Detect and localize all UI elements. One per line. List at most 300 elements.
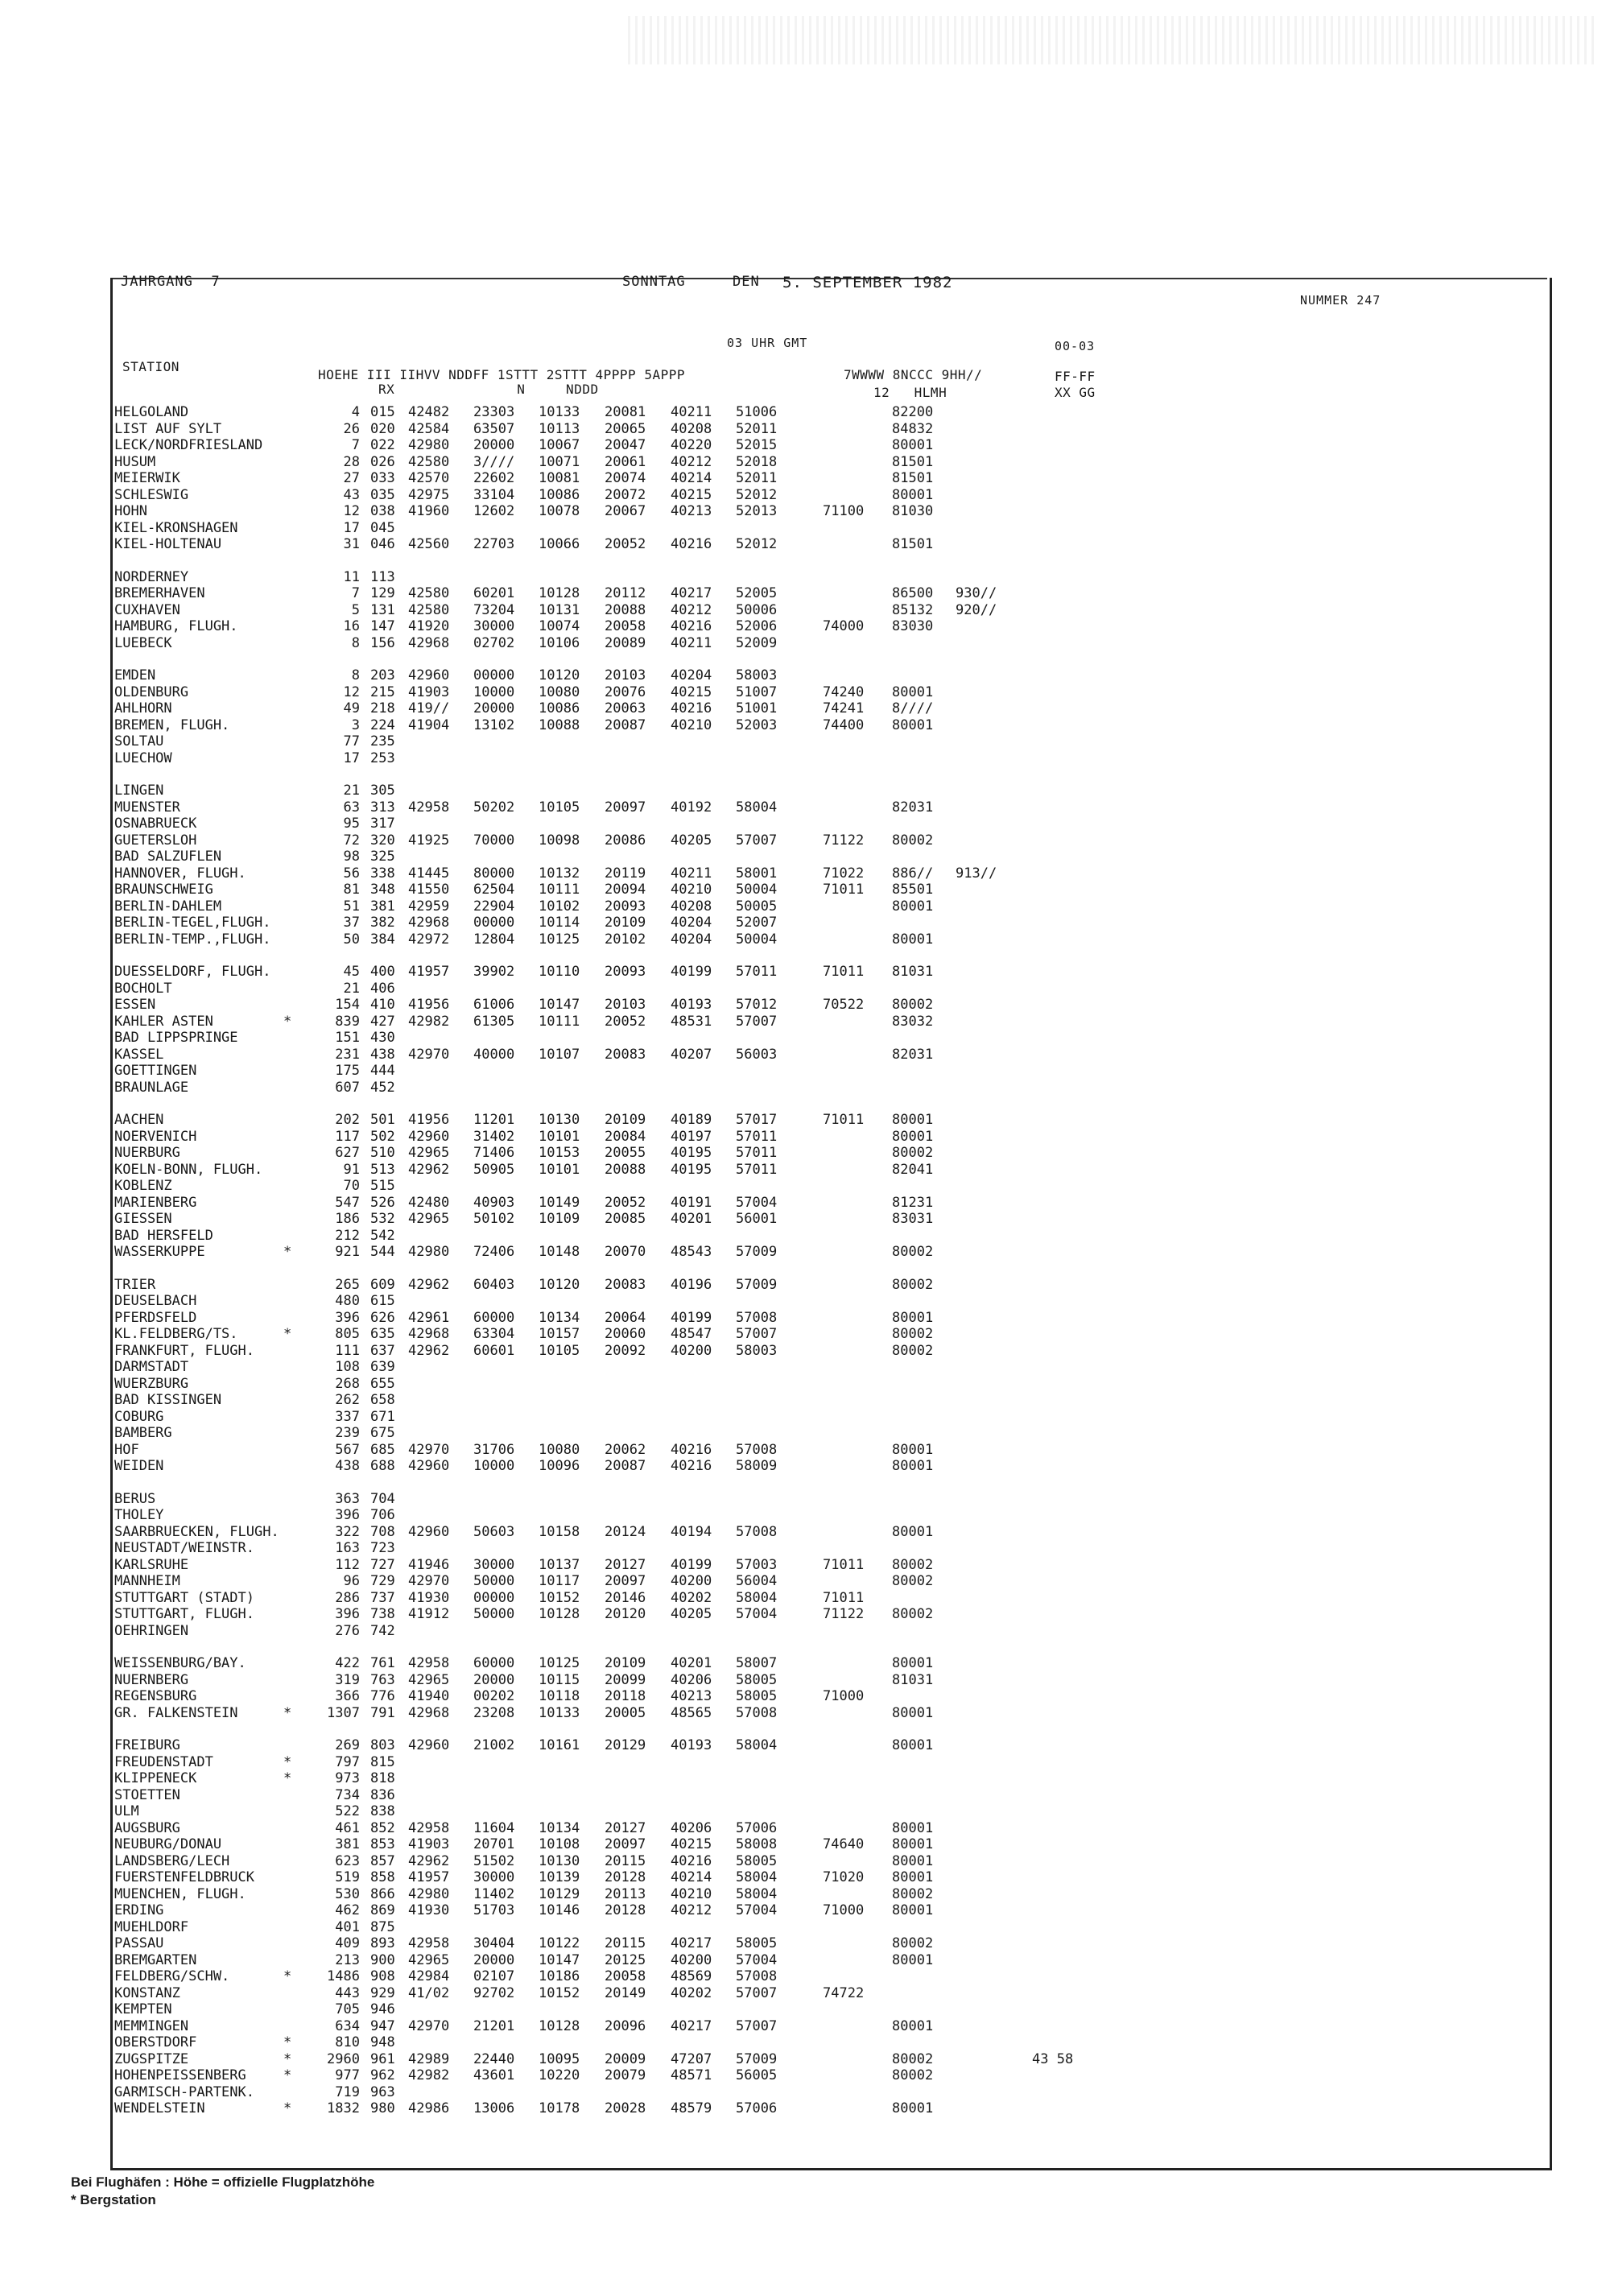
code-group: 41550 (408, 882, 450, 898)
station-altitude: 438 (335, 1458, 360, 1474)
code-group: 80001 (892, 1441, 934, 1458)
station-altitude: 1307 (327, 1704, 360, 1721)
station-altitude: 634 (335, 2017, 360, 2034)
code-group: 10161 (539, 1737, 580, 1753)
station-altitude: 401 (335, 1918, 360, 1935)
code-group: 10086 (539, 486, 580, 503)
station-id: 658 (370, 1392, 395, 1408)
station-row (114, 1886, 1539, 1903)
code-group: 40214 (671, 470, 712, 486)
code-group: 73204 (473, 601, 515, 618)
code-group: 58004 (736, 1737, 778, 1753)
code-group: 20083 (605, 1046, 646, 1063)
code-group: 10120 (539, 667, 580, 683)
station-name: STUTTGART (STADT) (114, 1589, 254, 1606)
code-group: 20097 (605, 799, 646, 816)
code-group: 85501 (892, 882, 934, 898)
footnote-mountain: * Bergstation (71, 2192, 156, 2207)
code-group: 10128 (539, 585, 580, 601)
code-group: 20085 (605, 1211, 646, 1227)
station-row (114, 1014, 1539, 1030)
code-group: 00000 (473, 667, 515, 683)
code-group: 80001 (892, 898, 934, 915)
station-name: ZUGSPITZE (114, 2050, 189, 2067)
code-group: 20088 (605, 1161, 646, 1178)
code-group: 10117 (539, 1573, 580, 1589)
code-group: 20103 (605, 667, 646, 683)
code-group: 20055 (605, 1145, 646, 1161)
station-name: REGENSBURG (114, 1688, 197, 1704)
station-name: BRAUNLAGE (114, 1079, 189, 1096)
code-group: 10130 (539, 1852, 580, 1869)
ff-header-sub: XX GG (1055, 385, 1096, 400)
code-group: 10080 (539, 1441, 580, 1458)
station-row (114, 1968, 1539, 1985)
code-group: 10132 (539, 865, 580, 882)
station-name: MANNHEIM (114, 1573, 180, 1589)
code-group: 40215 (671, 486, 712, 503)
code-group: 40208 (671, 898, 712, 915)
station-row (114, 2084, 1539, 2101)
code-group: 56003 (736, 1046, 778, 1063)
code-group: 80002 (892, 1276, 934, 1293)
station-altitude: 108 (335, 1359, 360, 1375)
code-group: 41940 (408, 1688, 450, 1704)
station-altitude: 16 (343, 618, 360, 634)
code-group: 57004 (736, 1194, 778, 1211)
code-group: 40212 (671, 453, 712, 470)
station-name: WEIDEN (114, 1458, 164, 1474)
station-altitude: 45 (343, 964, 360, 980)
station-name: MUEHLDORF (114, 1918, 189, 1935)
code-group: 39902 (473, 964, 515, 980)
station-id: 852 (370, 1819, 395, 1836)
station-name: HELGOLAND (114, 404, 189, 420)
code-group: 62504 (473, 882, 515, 898)
code-group: 20052 (605, 536, 646, 552)
code-group: 10107 (539, 1046, 580, 1063)
code-group: 40207 (671, 1046, 712, 1063)
code-group: 10109 (539, 1211, 580, 1227)
code-group: 80001 (892, 1655, 934, 1671)
code-group: 20127 (605, 1819, 646, 1836)
station-altitude: 4 (351, 404, 360, 420)
station-id: 430 (370, 1030, 395, 1046)
station-row (114, 454, 1539, 471)
station-row (114, 585, 1539, 602)
station-id: 869 (370, 1902, 395, 1918)
station-id: 015 (370, 404, 395, 420)
station-altitude: 163 (335, 1540, 360, 1556)
code-group: 42584 (408, 420, 450, 437)
code-group: 20058 (605, 618, 646, 634)
code-group: 40192 (671, 799, 712, 816)
code-group: 10139 (539, 1869, 580, 1885)
station-id: 033 (370, 470, 395, 486)
station-name: ERDING (114, 1902, 164, 1918)
station-name: FREUDENSTADT (114, 1753, 213, 1770)
station-name: KIEL-HOLTENAU (114, 536, 222, 552)
code-group: 40216 (671, 536, 712, 552)
station-id: 708 (370, 1523, 395, 1540)
code-group: 10118 (539, 1688, 580, 1704)
station-altitude: 1832 (327, 2100, 360, 2116)
code-group: 83031 (892, 1211, 934, 1227)
station-id: 962 (370, 2067, 395, 2083)
station-altitude: 977 (335, 2067, 360, 2083)
footnote-airport: Bei Flughäfen : Höhe = offizielle Flugplatzhöhe (71, 2174, 375, 2190)
station-id: 045 (370, 519, 395, 536)
code-group: 71011 (823, 1589, 865, 1606)
code-group: 80002 (892, 1326, 934, 1342)
station-header: STATION (122, 359, 180, 374)
code-group: 42965 (408, 1951, 450, 1968)
code-group: 42482 (408, 404, 450, 420)
station-id: 113 (370, 568, 395, 585)
code-group: 10098 (539, 832, 580, 849)
station-name: BRAUNSCHWEIG (114, 882, 213, 898)
station-row (114, 1178, 1539, 1195)
code-group: 71000 (823, 1688, 865, 1704)
station-altitude: 7 (351, 437, 360, 453)
code-group: 58009 (736, 1458, 778, 1474)
code-group: 20072 (605, 486, 646, 503)
code-group: 42970 (408, 1441, 450, 1458)
code-group: 10146 (539, 1902, 580, 1918)
station-row (114, 470, 1539, 487)
code-group: 58007 (736, 1655, 778, 1671)
station-row (114, 1803, 1539, 1820)
code-group: 58005 (736, 1671, 778, 1688)
code-group: 41925 (408, 832, 450, 849)
station-id: 853 (370, 1836, 395, 1852)
code-group: 8//// (892, 700, 934, 716)
station-altitude: 81 (343, 882, 360, 898)
station-id: 305 (370, 783, 395, 799)
code-group: 40204 (671, 931, 712, 948)
code-group: 42965 (408, 1211, 450, 1227)
code-group: 40216 (671, 700, 712, 716)
station-altitude: 21 (343, 980, 360, 997)
code-group: 40213 (671, 503, 712, 519)
weekday: SONNTAG (622, 274, 686, 290)
code-group: 10133 (539, 404, 580, 420)
station-id: 410 (370, 997, 395, 1013)
station-name: COBURG (114, 1408, 164, 1425)
code-group: 80001 (892, 1951, 934, 1968)
mountain-station-marker: * (283, 2034, 292, 2050)
station-altitude: 7 (351, 585, 360, 601)
station-name: WUERZBURG (114, 1375, 189, 1392)
station-id: 738 (370, 1606, 395, 1622)
station-row (114, 1590, 1539, 1607)
code-group: 80001 (892, 716, 934, 733)
code-group: 12602 (473, 503, 515, 519)
code-group: 50005 (736, 898, 778, 915)
station-row (114, 1737, 1539, 1754)
code-group: 50603 (473, 1523, 515, 1540)
station-row (114, 1705, 1539, 1722)
station-altitude: 973 (335, 1770, 360, 1786)
code-group: 10153 (539, 1145, 580, 1161)
code-group: 80001 (892, 1869, 934, 1885)
code-group: 40200 (671, 1573, 712, 1589)
code-group: 419// (408, 700, 450, 716)
code-group: 20079 (605, 2067, 646, 2083)
code-group: 81031 (892, 964, 934, 980)
station-altitude: 31 (343, 536, 360, 552)
station-id: 513 (370, 1161, 395, 1178)
code-group: 63507 (473, 420, 515, 437)
code-group: 72406 (473, 1244, 515, 1260)
code-group: 10122 (539, 1935, 580, 1951)
code-group: 40200 (671, 1951, 712, 1968)
code-group: 10111 (539, 1013, 580, 1030)
mountain-station-marker: * (283, 1704, 292, 1721)
code-group: 20127 (605, 1556, 646, 1573)
code-group: 80002 (892, 2067, 934, 2083)
station-altitude: 49 (343, 700, 360, 716)
code-group: 52005 (736, 585, 778, 601)
code-group: 50102 (473, 1211, 515, 1227)
code-group: 30000 (473, 618, 515, 634)
station-id: 961 (370, 2050, 395, 2067)
code-group: 42960 (408, 1458, 450, 1474)
code-group: 80001 (892, 486, 934, 503)
station-id: 737 (370, 1589, 395, 1606)
station-id: 776 (370, 1688, 395, 1704)
code-group: 71406 (473, 1145, 515, 1161)
code-group: 42980 (408, 1885, 450, 1902)
station-row (114, 1985, 1539, 2002)
code-group: 52003 (736, 716, 778, 733)
station-name: GARMISCH-PARTENK. (114, 2083, 254, 2100)
mountain-station-marker: * (283, 1753, 292, 1770)
station-name: SOLTAU (114, 733, 164, 750)
group-gap (114, 553, 1539, 569)
code-group: 43601 (473, 2067, 515, 2083)
code-header: HOEHE III IIHVV NDDFF 1STTT 2STTT 4PPPP 5APPP (318, 367, 685, 382)
station-name: NOERVENICH (114, 1128, 197, 1145)
code-group: 80001 (892, 1112, 934, 1128)
station-id: 035 (370, 486, 395, 503)
station-row (114, 1557, 1539, 1574)
code-group: 40212 (671, 1902, 712, 1918)
station-id: 963 (370, 2083, 395, 2100)
code-group: 42984 (408, 1968, 450, 1984)
code-group: 20118 (605, 1688, 646, 1704)
station-name: GUETERSLOH (114, 832, 197, 849)
group-gap (114, 1639, 1539, 1655)
station-row (114, 1047, 1539, 1063)
station-id: 980 (370, 2100, 395, 2116)
code-group: 42968 (408, 915, 450, 931)
code-group: 80001 (892, 1836, 934, 1852)
mountain-station-marker: * (283, 2050, 292, 2067)
group-gap (114, 651, 1539, 667)
station-id: 022 (370, 437, 395, 453)
station-id: 900 (370, 1951, 395, 1968)
station-table (114, 404, 1539, 2117)
code-group: 71011 (823, 1112, 865, 1128)
code-group: 70522 (823, 997, 865, 1013)
code-group: 20047 (605, 437, 646, 453)
code-group: 42570 (408, 470, 450, 486)
code-group: 10115 (539, 1671, 580, 1688)
code-group: 80002 (892, 1556, 934, 1573)
code-group: 10128 (539, 1606, 580, 1622)
code-group: 40199 (671, 1309, 712, 1326)
code-group: 42959 (408, 898, 450, 915)
code-group: 42970 (408, 1573, 450, 1589)
station-name: WEISSENBURG/BAY. (114, 1655, 246, 1671)
code-group: 40216 (671, 1852, 712, 1869)
station-row (114, 1030, 1539, 1047)
code-group: 10125 (539, 931, 580, 948)
station-name: LECK/NORDFRIESLAND (114, 437, 263, 453)
code-group: 20065 (605, 420, 646, 437)
code-group: 20109 (605, 1112, 646, 1128)
station-row (114, 1112, 1539, 1129)
code-group: 10105 (539, 1342, 580, 1359)
code-group: 58001 (736, 865, 778, 882)
station-name: MARIENBERG (114, 1194, 197, 1211)
code-group: 10078 (539, 503, 580, 519)
station-name: BERLIN-TEGEL,FLUGH. (114, 915, 271, 931)
code-group: 40193 (671, 1737, 712, 1753)
code-group: 10128 (539, 2017, 580, 2034)
station-row (114, 2067, 1539, 2084)
station-row (114, 1853, 1539, 1870)
nummer: NUMMER 247 (1300, 293, 1381, 308)
code-group: 83030 (892, 618, 934, 634)
code-group: 56004 (736, 1573, 778, 1589)
station-altitude: 212 (335, 1227, 360, 1244)
station-id: 688 (370, 1458, 395, 1474)
code-group: 30000 (473, 1556, 515, 1573)
code-group: 80001 (892, 931, 934, 948)
station-id: 947 (370, 2017, 395, 2034)
station-id: 215 (370, 683, 395, 700)
code-group: 60601 (473, 1342, 515, 1359)
code-group: 80000 (473, 865, 515, 882)
code-group: 20120 (605, 1606, 646, 1622)
code-group: 42962 (408, 1276, 450, 1293)
code-group: 43 58 (1032, 2050, 1074, 2067)
code-group: 52009 (736, 634, 778, 651)
mountain-station-marker: * (283, 2067, 292, 2083)
code-group: 57009 (736, 2050, 778, 2067)
station-altitude: 63 (343, 799, 360, 816)
code-group: 41930 (408, 1589, 450, 1606)
code-group: 20103 (605, 997, 646, 1013)
station-id: 224 (370, 716, 395, 733)
station-altitude: 151 (335, 1030, 360, 1046)
code-group: 20125 (605, 1951, 646, 1968)
code-group: 11402 (473, 1885, 515, 1902)
station-row (114, 1376, 1539, 1393)
station-id: 893 (370, 1935, 395, 1951)
code-group: 40216 (671, 618, 712, 634)
station-altitude: 2960 (327, 2050, 360, 2067)
code-group: 40216 (671, 1441, 712, 1458)
code-group: 20084 (605, 1128, 646, 1145)
code-group: 886// (892, 865, 934, 882)
code-group: 58004 (736, 1589, 778, 1606)
station-id: 203 (370, 667, 395, 683)
code-group: 57004 (736, 1606, 778, 1622)
station-name: STOETTEN (114, 1786, 180, 1803)
code-group: 57004 (736, 1951, 778, 1968)
code-group: 10088 (539, 716, 580, 733)
station-altitude: 95 (343, 816, 360, 832)
station-id: 038 (370, 503, 395, 519)
station-id: 857 (370, 1852, 395, 1869)
code-group: 57007 (736, 2017, 778, 2034)
station-id: 704 (370, 1490, 395, 1507)
station-row (114, 783, 1539, 799)
station-id: 338 (370, 865, 395, 882)
station-row (114, 733, 1539, 750)
code-group: 80001 (892, 1523, 934, 1540)
code-group: 40204 (671, 667, 712, 683)
station-name: HOHENPEISSENBERG (114, 2067, 246, 2083)
code-group: 48571 (671, 2067, 712, 2083)
station-id: 723 (370, 1540, 395, 1556)
code-group: 10130 (539, 1112, 580, 1128)
station-name: KLIPPENECK (114, 1770, 197, 1786)
code-group: 50000 (473, 1606, 515, 1622)
code-group: 22440 (473, 2050, 515, 2067)
code-group: 10086 (539, 700, 580, 716)
station-id: 761 (370, 1655, 395, 1671)
code-group: 20097 (605, 1573, 646, 1589)
station-row (114, 1655, 1539, 1672)
station-row (114, 1277, 1539, 1294)
code-group: 20063 (605, 700, 646, 716)
station-name: MUENSTER (114, 799, 180, 816)
code-group: 20000 (473, 1671, 515, 1688)
time-range: 00-03 (1055, 339, 1096, 353)
code-group: 80001 (892, 2017, 934, 2034)
code-group: 42970 (408, 1046, 450, 1063)
code-group: 40200 (671, 1342, 712, 1359)
code-group: 31706 (473, 1441, 515, 1458)
station-altitude: 265 (335, 1276, 360, 1293)
code-group: 20146 (605, 1589, 646, 1606)
station-id: 452 (370, 1079, 395, 1096)
code-group: 10067 (539, 437, 580, 453)
station-name: DEUSELBACH (114, 1293, 197, 1309)
station-altitude: 805 (335, 1326, 360, 1342)
code-group: 58005 (736, 1852, 778, 1869)
code-group: 20087 (605, 1458, 646, 1474)
mountain-station-marker: * (283, 1770, 292, 1786)
code-group: 10066 (539, 536, 580, 552)
code-group: 20102 (605, 931, 646, 948)
station-row (114, 898, 1539, 915)
station-row (114, 618, 1539, 635)
station-row (114, 1145, 1539, 1162)
code-group: 930// (956, 585, 997, 601)
code-group: 10081 (539, 470, 580, 486)
station-name: HUSUM (114, 453, 156, 470)
station-row (114, 915, 1539, 931)
station-name: NUERBURG (114, 1145, 180, 1161)
code-group: 42958 (408, 1819, 450, 1836)
station-altitude: 96 (343, 1573, 360, 1589)
code-group: 51703 (473, 1902, 515, 1918)
